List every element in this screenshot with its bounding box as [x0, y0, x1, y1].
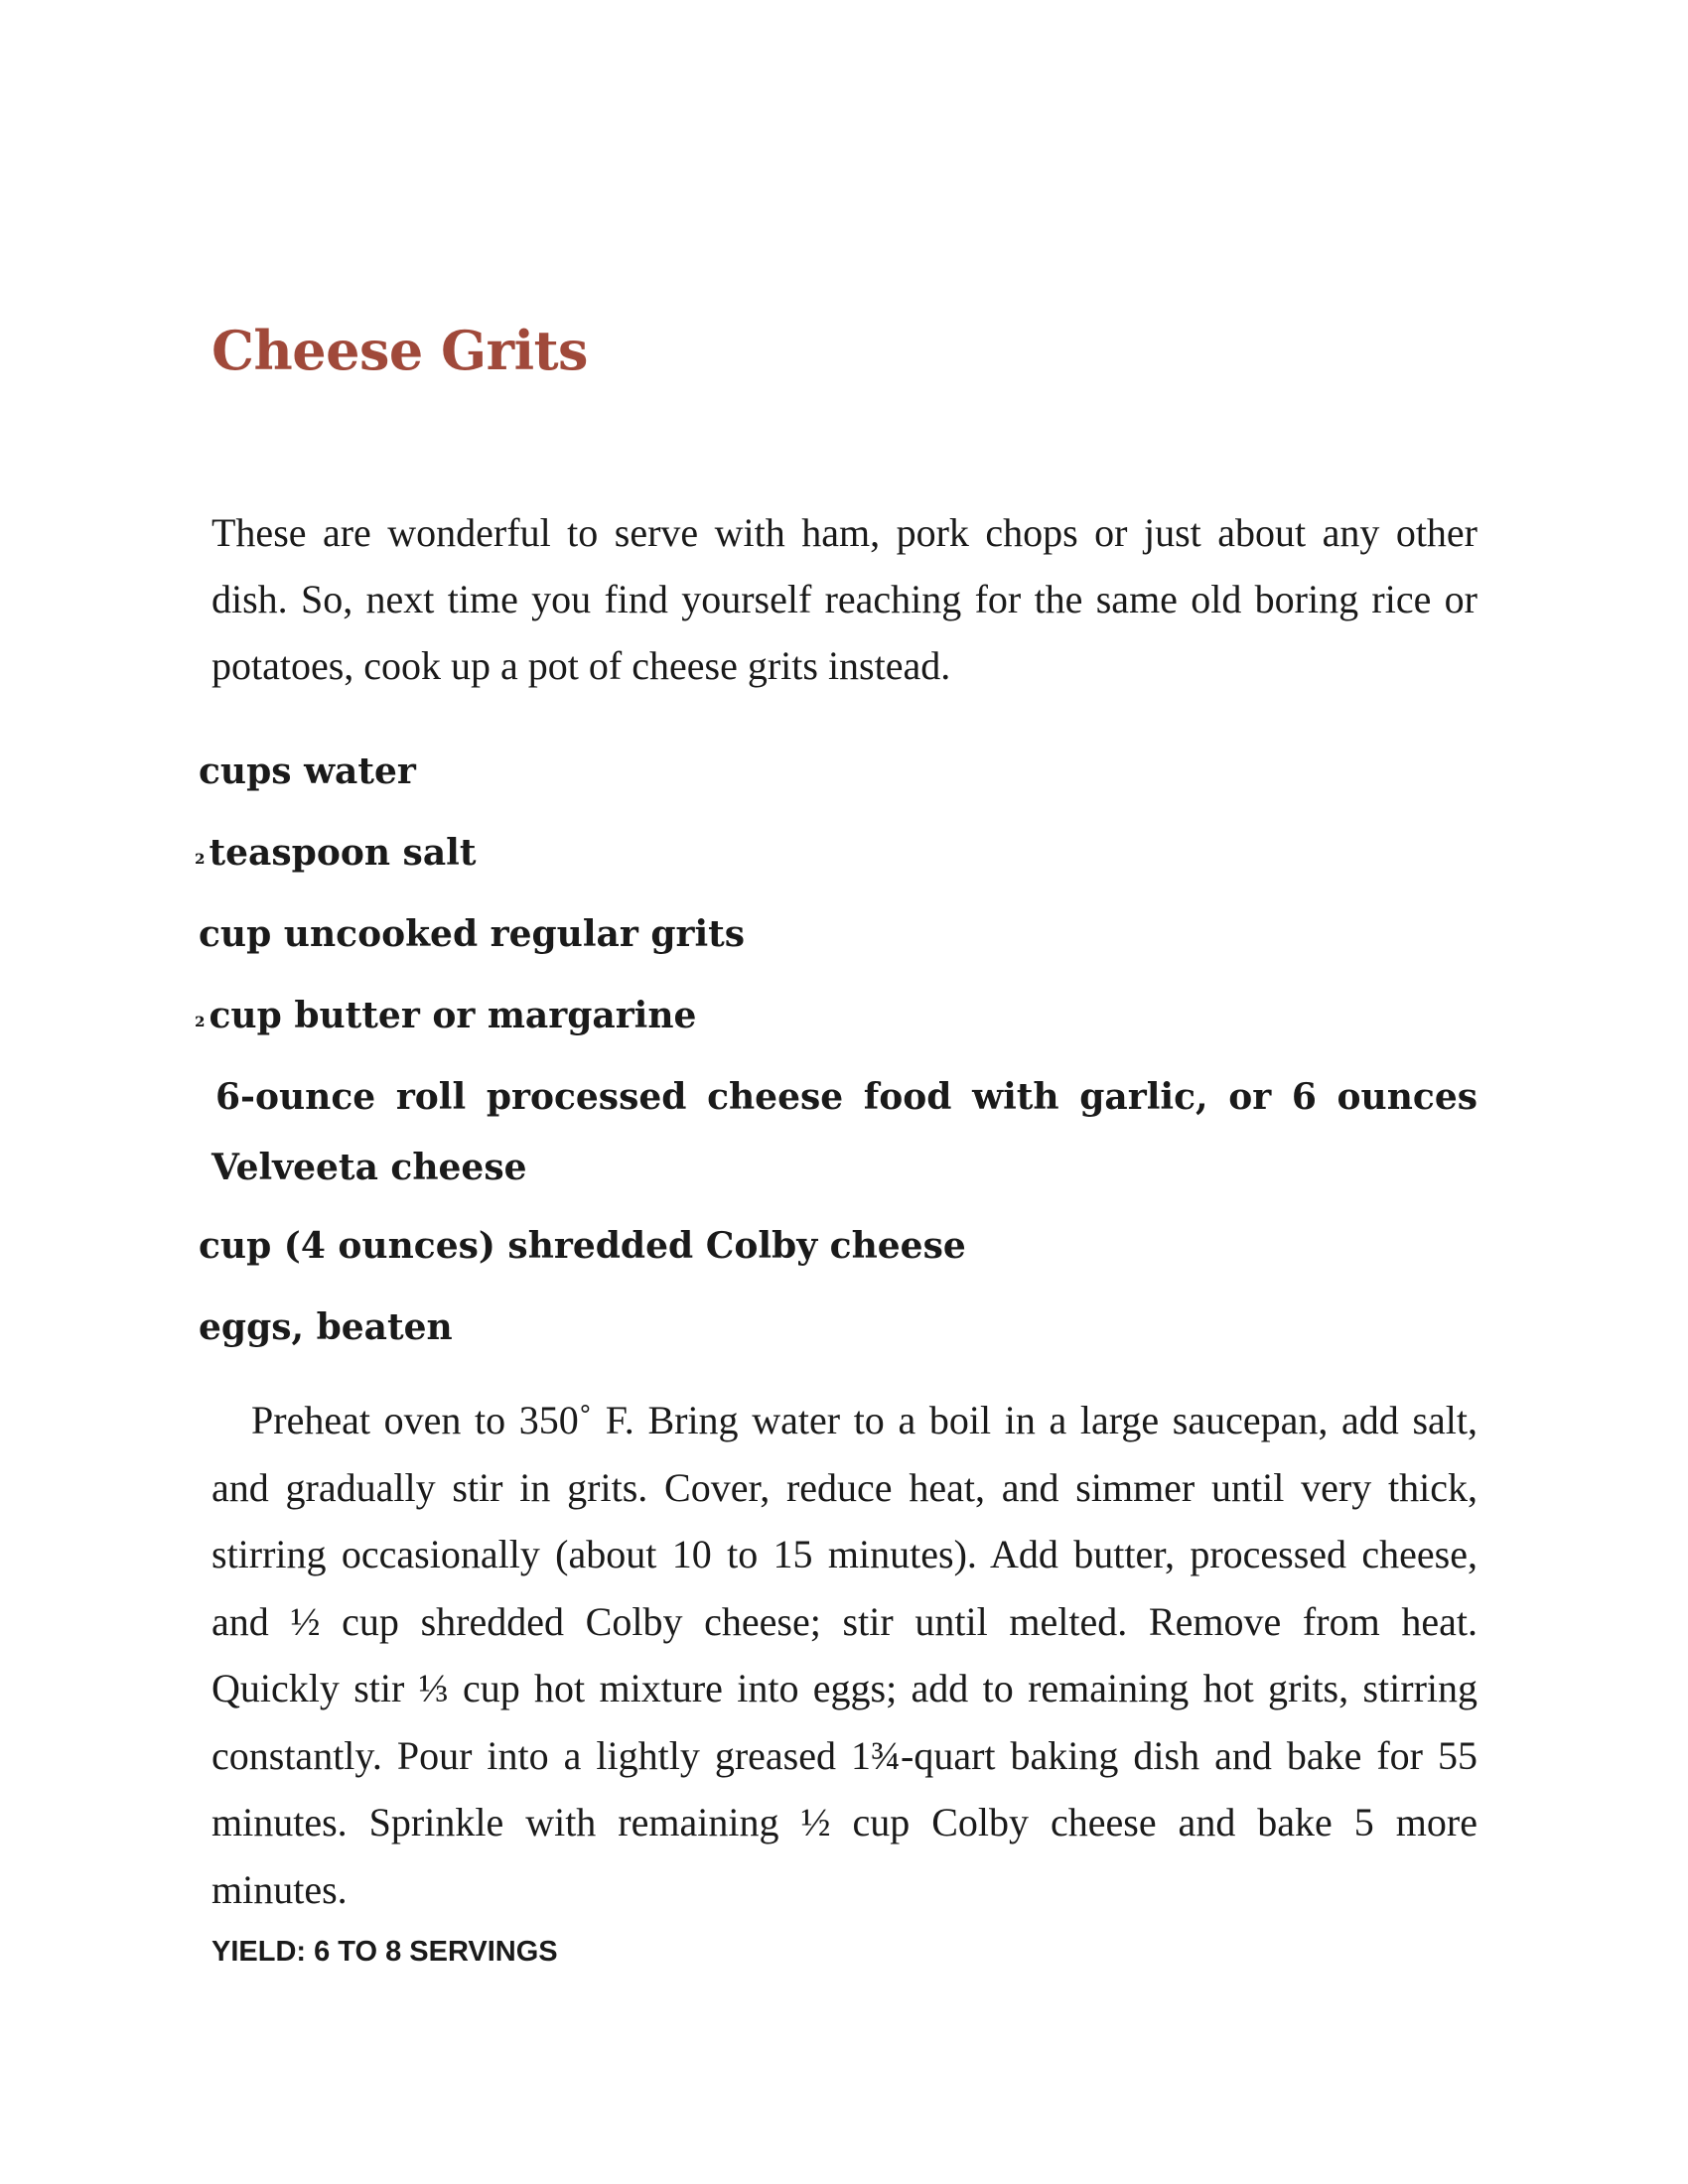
recipe-yield: YIELD: 6 TO 8 SERVINGS [211, 1936, 558, 1968]
ingredient-item [195, 1063, 1477, 1201]
ingredient-text: cup uncooked regular grits [199, 913, 746, 955]
ingredient-text: 6-ounce roll processed cheese food with garlic, or 6 ounces Velveeta cheese [211, 1076, 1477, 1188]
ingredient-list [195, 738, 1477, 1375]
ingredient-text: cup (4 ounces) shredded Colby cheese [199, 1225, 966, 1267]
recipe-directions: Preheat oven to 350˚ F. Bring water to a boil in a large saucepan, add salt, and gradually stir in grits. Cover, reduce heat, and simmer until very thick, stirring occasionally (about 10 to 15 minutes). Add butter, processed cheese, and ½ cup shredded Colby cheese; stir until melted. Remove from heat. Quickly stir ⅓ cup hot mixture into eggs; add to remaining hot grits, stirring constantly. Pour into a lightly greased 1¾-quart baking dish and bake for 55 minutes. Sprinkle with remaining ½ cup Colby cheese and bake 5 more minutes. [211, 1398, 1477, 1912]
ingredient-text: cups water [199, 751, 416, 792]
ingredient-item [195, 738, 1477, 808]
ingredient-text: cup butter or margarine [209, 995, 697, 1036]
ingredient-item [195, 900, 1477, 971]
ingredient-text: teaspoon salt [209, 832, 477, 874]
ingredient-text: eggs, beaten [199, 1306, 453, 1348]
ingredient-item [195, 1294, 1477, 1364]
ingredient-item [195, 819, 1477, 889]
ingredient-fraction: ₂ [195, 1004, 206, 1032]
ingredient-item [195, 982, 1477, 1052]
recipe-title: Cheese Grits [211, 319, 588, 382]
ingredient-fraction: ₂ [195, 841, 206, 870]
recipe-intro: These are wonderful to serve with ham, pork chops or just about any other dish. So, next time you find yourself reaching for the same old boring rice or potatoes, cook up a pot of cheese grits instead. [211, 510, 1477, 688]
ingredient-item [195, 1212, 1477, 1283]
